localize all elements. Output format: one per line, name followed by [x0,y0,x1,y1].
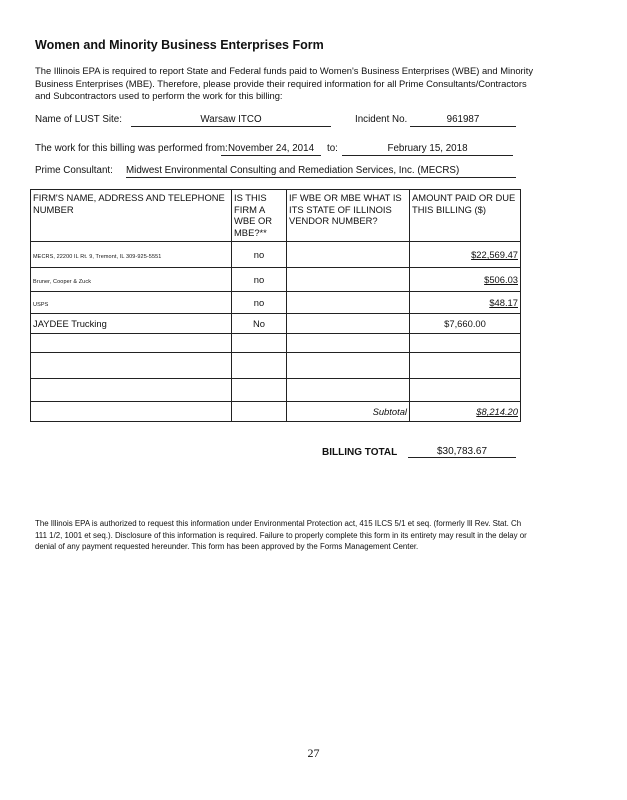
work-to-label: to: [327,143,338,154]
table-row [31,314,521,334]
vendor-number [287,353,410,379]
table-row [31,334,521,353]
header-wbe-mbe: IS THIS FIRM A WBE OR MBE?** [232,190,287,242]
firm-name [31,334,232,353]
table-row [31,379,521,402]
page-number: 27 [307,746,320,760]
form-title: Women and Minority Business Enterprises Form [35,38,324,52]
amount: $22,569.47 [471,249,518,260]
wbe-status [232,379,287,402]
work-period-label: The work for this billing was performed from: [35,143,228,154]
wbe-mbe-table [30,189,521,422]
header-amount: AMOUNT PAID OR DUE THIS BILLING ($) [410,190,521,242]
wbe-status: no [232,242,287,268]
table-row [31,292,521,314]
vendor-number [287,268,410,292]
vendor-number [287,242,410,268]
subtotal-label: Subtotal [372,406,407,417]
amount [410,379,521,402]
table-header-row [31,190,521,242]
vendor-number [287,292,410,314]
consultant-label: Prime Consultant: [35,165,113,176]
vendor-number [287,314,410,334]
wbe-status: no [232,268,287,292]
firm-name: MECRS, 22200 IL Rt. 9, Tremont, IL 309-925-5551 [33,254,162,260]
incident-label: Incident No. [355,114,408,125]
amount [410,353,521,379]
amount [410,334,521,353]
firm-name [31,353,232,379]
wbe-status: No [232,314,287,334]
amount: $48.17 [489,297,518,308]
wbe-status [232,353,287,379]
amount: $7,660.00 [444,318,486,329]
firm-name: Bruner, Cooper & Zuck [33,279,92,285]
firm-name: JAYDEE Trucking [33,318,107,329]
table-row [31,268,521,292]
wbe-status [232,334,287,353]
table-row [31,242,521,268]
wbe-status: no [232,292,287,314]
header-vendor-number: IF WBE OR MBE WHAT IS ITS STATE OF ILLINOIS VENDOR NUMBER? [287,190,410,242]
legal-notice: The Illinois EPA is authorized to request this information under Environmental Protection act, 415 ILCS 5/1 et seq. (formerly Ill Rev. Stat. Ch 111 1/2, 1001 et seq.). Disclosure of this information is required. Failure to properly complete this form in its entirety may result in the delay or denial of any payment requested hereunder. This form has been approved by the Forms Management Center. [35,519,527,551]
firm-name: USPS [33,302,49,308]
vendor-number [287,334,410,353]
intro-text: The Illinois EPA is required to report State and Federal funds paid to Women's Business Enterprises (WBE) and Minority Business Enterprises (MBE). Therefore, please provide their required information for all Prime Consultants/Contractors and Subcontractors used to perform the work for this billing: [35,65,534,101]
billing-total-label: BILLING TOTAL [322,447,398,458]
site-value: Warsaw ITCO [131,114,331,127]
amount: $506.03 [484,274,518,285]
work-to-value: February 15, 2018 [342,143,513,156]
site-label: Name of LUST Site: [35,114,122,125]
table-row [31,353,521,379]
work-from-value: November 24, 2014 [221,143,321,156]
subtotal-row [31,402,521,422]
billing-total-value: $30,783.67 [408,446,516,458]
header-firm: FIRM'S NAME, ADDRESS AND TELEPHONE NUMBER [31,190,232,242]
firm-name [31,379,232,402]
consultant-value: Midwest Environmental Consulting and Remediation Services, Inc. (MECRS) [126,165,516,178]
subtotal-value: $8,214.20 [476,406,518,417]
vendor-number [287,379,410,402]
incident-value: 961987 [410,114,516,127]
